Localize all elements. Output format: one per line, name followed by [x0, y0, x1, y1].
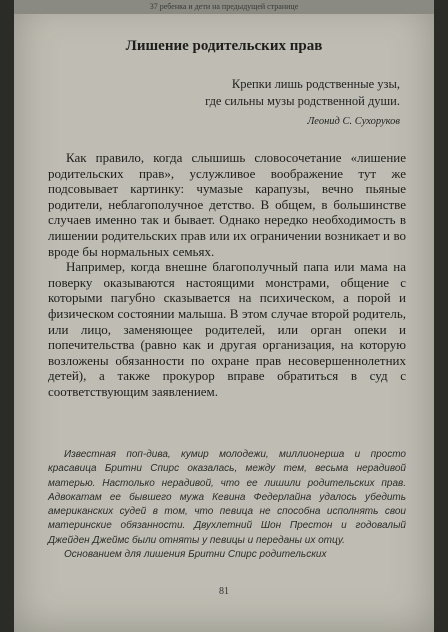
paragraph: Например, когда внешне благополучный папа или мама на поверку оказываются настоящими монстрами, общение с которыми пагубно сказывается на психическом, а порой и физическом состоянии малыша. В этом случае второй родитель, или лицо, заменяющее родителей, или орган опеки и попечительства (равно как и другая организация, на которую возложены обязанности по охране прав несовершеннолетних детей), а также прокурор вправе обратиться в суд с соответствующим заявлением. — [48, 259, 406, 399]
epigraph — [100, 76, 400, 130]
note-paragraph: Основанием для лишения Бритни Спирс родительских — [64, 549, 327, 561]
chapter-title: Лишение родительских прав — [125, 38, 323, 54]
epigraph-line: где сильны музы родственной души. — [205, 94, 400, 108]
note-paragraph: Известная поп-дива, кумир молодежи, миллионерша и просто красавица Бритни Спирс оказалась, между тем, весьма нерадивой матерью. Настолько нерадивой, что ее лишили родительских прав. Адвокатам ее бывшего мужа Кевина Федерлайна удалось убедить американских судей в том, что певица не способна исполнять свои материнские обязанности. Двухлетний Шон Престон и годовалый Джейден Джеймс были отняты у певицы и переданы их отцу. — [48, 449, 406, 546]
epigraph-line: Крепки лишь родственные узы, — [231, 77, 400, 91]
italic-note — [48, 448, 406, 562]
paragraph: Как правило, когда слышишь словосочетание «лишение родительских прав», услужливое воображение тут же подсовывает картинку: чумазые карапузы, вечно пьяные родители, неблагополучное детство. В общем, в большинстве случаев именно так и бывает. Однако нередко необходимость в лишении родительских прав или их ограничении возникает и во вроде бы нормальных семьях. — [48, 150, 406, 259]
page-number: 81 — [219, 586, 229, 597]
running-header: 37 ребенка и дети на предыдущей странице — [14, 0, 434, 14]
book-page — [14, 0, 434, 632]
epigraph-author: Леонид С. Сухоруков — [307, 116, 400, 127]
main-text — [48, 150, 406, 400]
